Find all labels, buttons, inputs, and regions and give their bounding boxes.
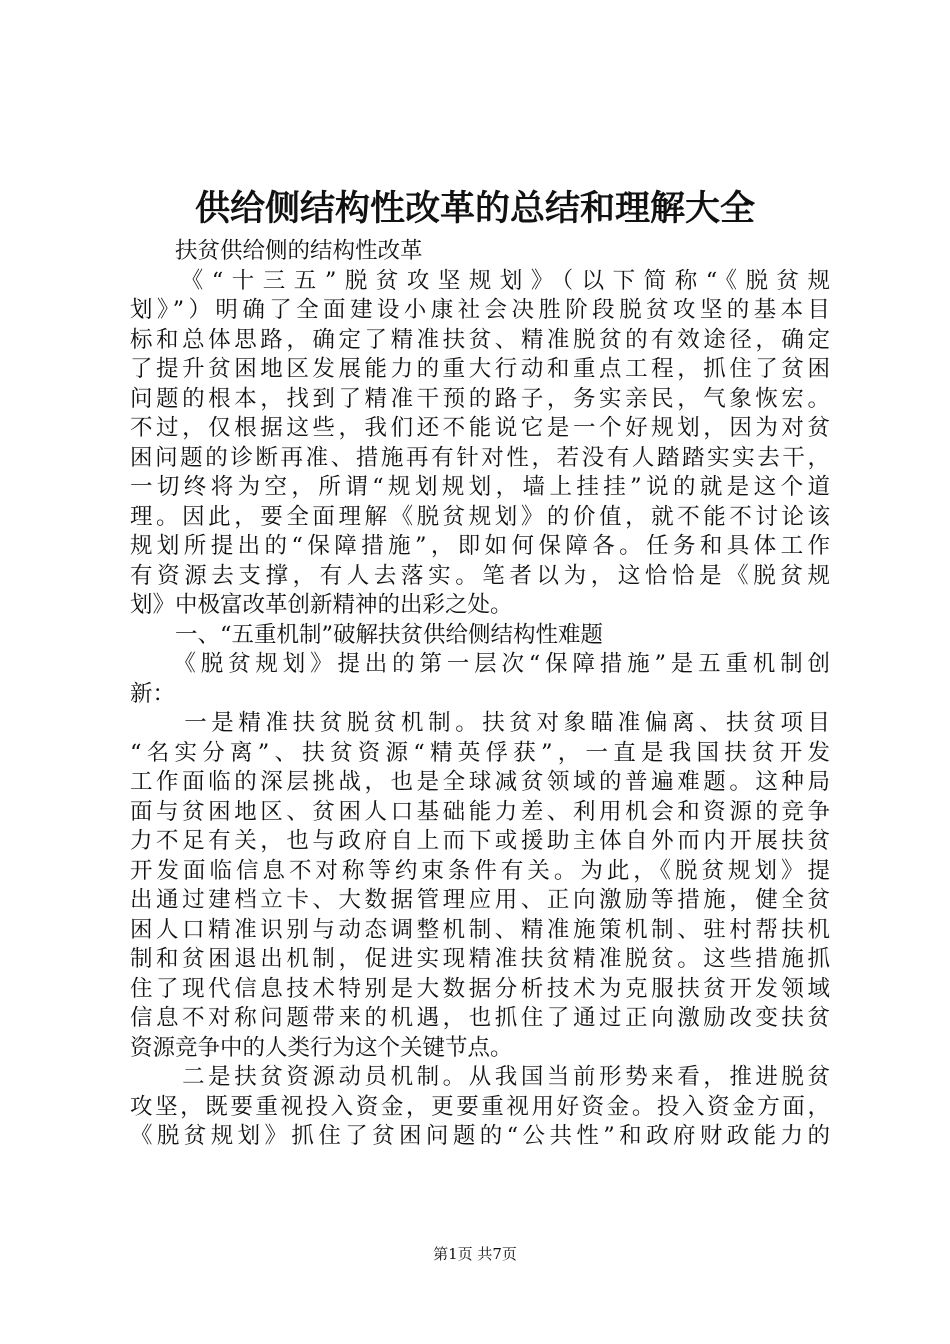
page-footer: 第1页 共7页 [433, 1245, 517, 1263]
text-line: 力不足有关，也与政府自上而下或援助主体自外而内开展扶贫 [130, 828, 830, 854]
text-line: 理。因此，要全面理解《脱贫规划》的价值，就不能不讨论该 [130, 503, 830, 530]
text-line: 攻坚，既要重视投入资金，更要重视用好资金。投入资金方面， [130, 1093, 830, 1120]
text-line: 信息不对称问题带来的机遇，也抓住了通过正向激励改变扶贫 [130, 1005, 830, 1031]
text-line: 二是扶贫资源动员机制。从我国当前形势来看，推进脱贫 [130, 1064, 830, 1090]
text-line: 困问题的诊断再准、措施再有针对性，若没有人踏踏实实去干， [130, 444, 830, 471]
text-line: 一是精准扶贫脱贫机制。扶贫对象瞄准偏离、扶贫项目 [130, 710, 830, 736]
text-line: 制和贫困退出机制，促进实现精准扶贫精准脱贫。这些措施抓 [130, 946, 830, 972]
text-line: 面与贫困地区、贫困人口基础能力差、利用机会和资源的竞争 [130, 798, 830, 825]
text-line: 住了现代信息技术特别是大数据分析技术为克服扶贫开发领域 [130, 975, 830, 1002]
text-line: 问题的根本，找到了精准干预的路子，务实亲民，气象恢宏。 [130, 385, 830, 412]
text-line: 不过，仅根据这些，我们还不能说它是一个好规划，因为对贫 [130, 415, 830, 441]
text-line: 一切终将为空，所谓“规划规划，墙上挂挂”说的就是这个道 [130, 474, 830, 500]
text-line: 工作面临的深层挑战，也是全球减贫领域的普遍难题。这种局 [130, 769, 830, 795]
text-line: 扶贫供给侧的结构性改革 [130, 238, 423, 264]
text-line: 《脱贫规划》抓住了贫困问题的“公共性”和政府财政能力的 [130, 1123, 830, 1149]
text-line: 开发面临信息不对称等约束条件有关。为此，《脱贫规划》提 [130, 857, 830, 884]
text-line: 困人口精准识别与动态调整机制、精准施策机制、驻村帮扶机 [130, 916, 830, 943]
text-line: 划》”）明确了全面建设小康社会决胜阶段脱贫攻坚的基本目 [130, 297, 830, 323]
text-line: 《“十三五”脱贫攻坚规划》（以下简称“《脱贫规 [130, 267, 830, 294]
text-line: 标和总体思路，确定了精准扶贫、精准脱贫的有效途径，确定 [130, 326, 830, 353]
text-line: 《脱贫规划》提出的第一层次“保障措施”是五重机制创 [130, 651, 830, 677]
text-line: 新： [130, 680, 176, 707]
text-line: 有资源去支撑，有人去落实。笔者以为，这恰恰是《脱贫规 [130, 562, 830, 589]
text-line: “名实分离”、扶贫资源“精英俘获”，一直是我国扶贫开发 [130, 739, 830, 766]
document-body [130, 237, 830, 1152]
text-line: 出通过建档立卡、大数据管理应用、正向激励等措施，健全贫 [130, 887, 830, 913]
text-line: 划》中极富改革创新精神的出彩之处。 [130, 592, 513, 618]
text-line: 资源竞争中的人类行为这个关键节点。 [130, 1034, 513, 1061]
text-line: 一、“五重机制”破解扶贫供给侧结构性难题 [130, 621, 604, 648]
document-title: 供给侧结构性改革的总结和理解大全 [194, 188, 755, 229]
text-line: 了提升贫困地区发展能力的重大行动和重点工程，抓住了贫困 [130, 356, 830, 382]
text-line: 规划所提出的“保障措施”，即如何保障各。任务和具体工作 [130, 533, 830, 559]
